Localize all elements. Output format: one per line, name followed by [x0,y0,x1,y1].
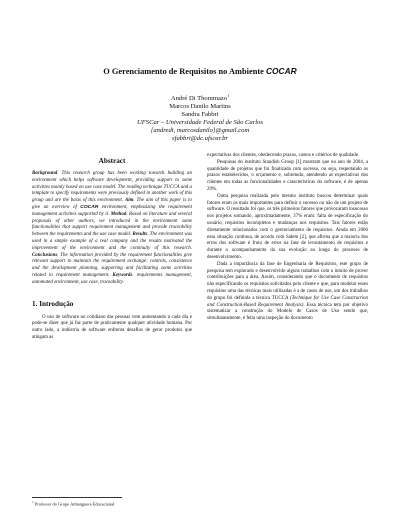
body-paragraph-3: Outra pesquisa realizada pelo mesmo instituto buscou determinar quais fatores eram os mais importantes para definir o sucesso ou não de um projeto de software. O resultado foi que, os três primeiros fatores que provocaram insucesso nos projetos somando, aproximadamente, 37% eram: falta de especificação do usuário, requisitos incompletos e mudanças nos requisitos. Tais fatores estão diretamente relacionados com o gerenciamento de requisitos. Ainda em 2006 essa situação continua, de acordo com Salem [2], que afirma que a maioria dos erros dos software é fruto de erros na fase de levantamento de requisitos e durante o acompanhamento da sua evolução ao longo do processo de desenvolvimento. [207,193,368,260]
right-column [207,153,368,323]
footnote-rule [32,497,122,498]
paper-title [40,66,360,77]
body-paragraph-2: Pesquisas do instituto Standish Group [1] mostram que no ano de 2004, a quantidade de projetos que foi finalizada com sucesso, ou seja, respeitando os prazos estabelecidos, o orçamento e, sobretudo, atendendo as expectativas dos clientes em todas as funcionalidades e características do software, é de apenas 29%. [207,159,368,192]
abstract-body: Background. This research group has been working towards building an environment which helps software development, providing support to some activities mainly based on use case model. The reading technique TUCCA and a template to specify requirements were previously defined in another work of this group and are the basis of this environment. Aim. The aim of this paper is to give an overview of COCAR environment, emphasizing the requirement management activities supported by it. Method. Based on literature and several proposals of other authors, we introduced in the environment some functionalities that support requirement management and provide traceability between the requirements and the use case model. Results. The environment was used in a simple example of a real company and the results motivated the improvement of the environment and the continuity of this research. Conclusions. The information provided by the requirement functionalities give relevant support to maintain the requirement exchange: controls, consistence and the development planning, supporting and facilitating some activities related to requirement management. Keywords. requirements management, automated environment, use case, traceability. [32,171,192,285]
body-paragraph-1: expectativas dos clientes, obedecendo prazos, custos e critérios de qualidade. [207,153,360,158]
author-line-1: André Di Thommazo$^1$ [170,92,230,102]
emails-1: [andredt, marcosdanilo]@gmail.com [150,126,250,134]
introduction-paragraph: O uso de software no cotidiano das pessoas vem aumentando a cada dia e pode-se dizer que já faz parte de praticamente qualquer atividade humana. Por outro lado, a indústria de software enfrenta desafios de gerar produtos que atingam as [32,314,192,340]
author-block [100,92,300,142]
author-line-3: Sandra Fabbri [181,110,219,118]
emails-2: sfabbri@dc.ufscar.br [172,134,228,142]
left-column [32,150,192,342]
title-text: O Gerenciamento de Requisitos no Ambiente [103,67,266,76]
abstract-heading: Abstract [98,157,126,165]
title-cocar: COCAR [265,66,297,76]
body-paragraph-4: Dada a importância da fase de Engenharia de Requisitos, este grupo de pesquisa tem explorado e desenvolvido alguns trabalhos com o intuito de prover contribuições para a área. Assim, considerando que o documento de requisitos não especificando os requisitos solicitados pelo cliente e que, para modelar esses requisitos uma das técnicas mais utilizadas é a de casos de uso, um dos trabalhos do grupo foi definida a técnica TUCCA (Technique for Use Case Construction and Construction-Based Requirement Analysis). Essa técnica tem por objetivo sistematizar a construção do Modelo de Casos de Uso sendo que, simultaneamente, é feita uma inspeção do documento [207,261,368,322]
footnote: $^1$ Professor do Grupo Anhanguera Educacional [32,500,115,507]
author-footnote-mark: 1 [227,92,230,98]
introduction-heading: 1. Introdução [32,299,74,308]
affiliation: UFSCar – Universidade Federal de São Carlos [136,118,263,126]
author-line-2: Marcos Danilo Martins [169,102,231,110]
